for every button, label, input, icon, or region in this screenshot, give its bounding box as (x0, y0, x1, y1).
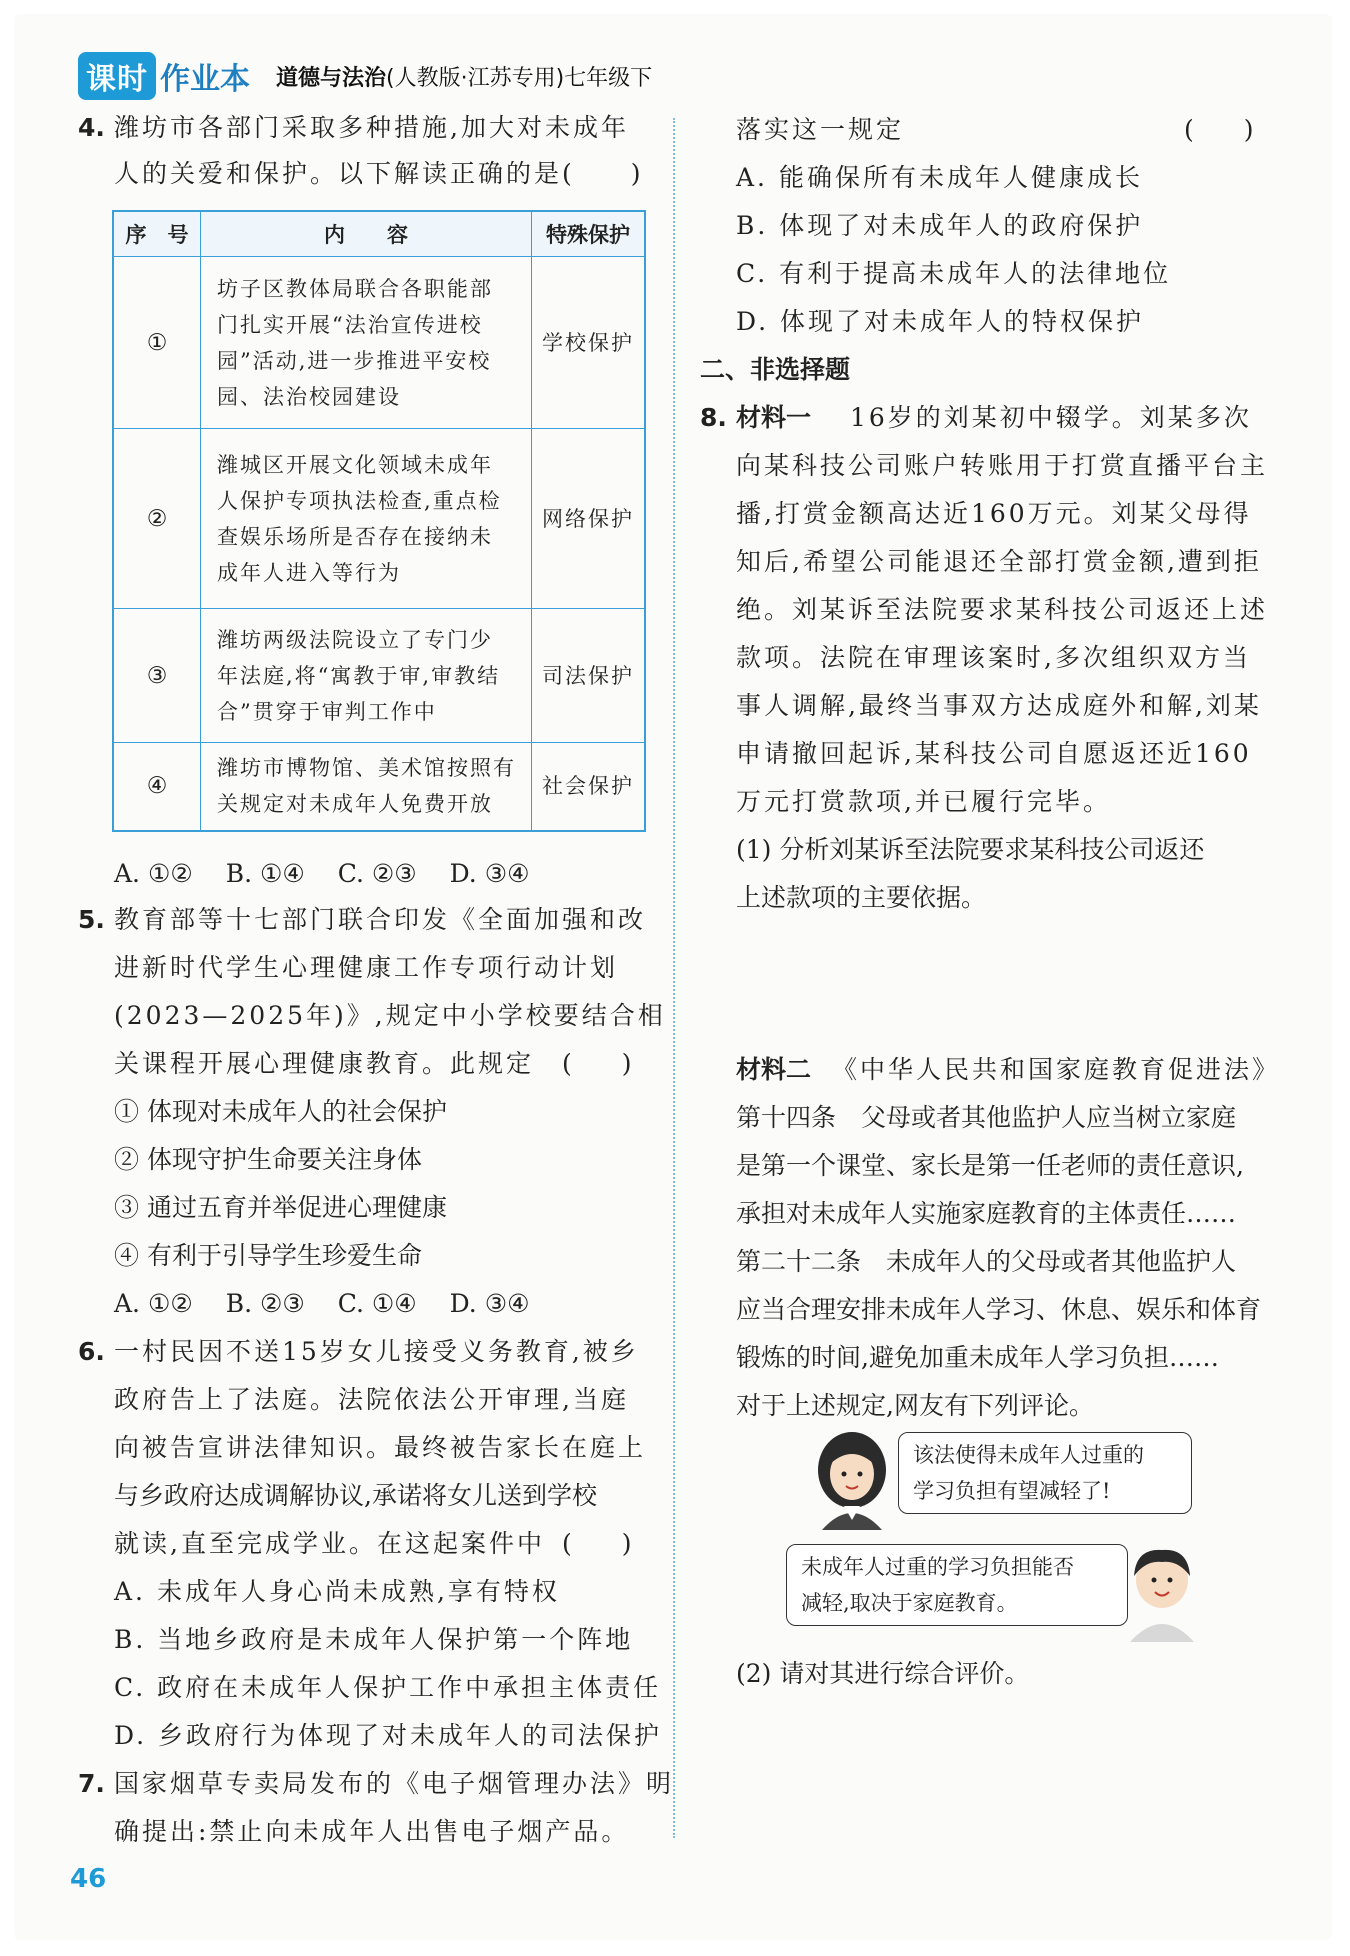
page-number: 46 (70, 1864, 107, 1894)
header (78, 54, 652, 98)
table-header-cell: 特殊保护 (532, 211, 646, 257)
q8-material2-line: 应当合理安排未成年人学习、休息、娱乐和体育 (736, 1295, 1262, 1324)
q5-item: ③ 通过五育并举促进心理健康 (114, 1193, 447, 1222)
q8-material2-line: 对于上述规定,网友有下列评论。 (736, 1391, 1094, 1420)
q8-material2-line: 承担对未成年人实施家庭教育的主体责任…… (736, 1199, 1237, 1228)
q6-stem-line: 政府告上了法庭。法院依法公开审理,当庭 (114, 1385, 629, 1414)
q6-option: D. 乡政府行为体现了对未成年人的司法保护 (114, 1721, 663, 1750)
subject-title: 道德与法治 (276, 65, 387, 91)
q5-stem-line: (2023—2025年)》,规定中小学校要结合相 (114, 1001, 666, 1030)
q6-stem-line: 一村民因不送15岁女儿接受义务教育,被乡 (114, 1337, 639, 1366)
table-cell-category: 社会保护 (532, 743, 646, 831)
q6-option: B. 当地乡政府是未成年人保护第一个阵地 (114, 1625, 634, 1654)
table-cell-num: ④ (113, 743, 201, 831)
q8-material2-line: 第二十二条 未成年人的父母或者其他监护人 (736, 1247, 1237, 1276)
q7-stem-line: 国家烟草专卖局发布的《电子烟管理办法》明 (114, 1769, 675, 1798)
brand-logo-suffix: 作业本 (160, 62, 250, 97)
q8-material1-line: 播,打赏金额高达近160万元。刘某父母得 (736, 499, 1252, 528)
q5-answer-paren: ( ) (562, 1049, 632, 1078)
column-divider (673, 118, 675, 1838)
q8-material2-line: 锻炼的时间,避免加重未成年人学习负担…… (736, 1343, 1219, 1372)
q8-material1-line: 万元打赏款项,并已履行完毕。 (736, 787, 1111, 816)
table-row (113, 429, 645, 609)
brand-logo: 课时 (78, 52, 156, 100)
q8-material2-line: 第十四条 父母或者其他监护人应当树立家庭 (736, 1103, 1237, 1132)
q8-material2-line: 是第一个课堂、家长是第一任老师的责任意识, (736, 1151, 1244, 1180)
q7-answer-paren: ( ) (1184, 115, 1254, 144)
q7-stem-line: 确提出:禁止向未成年人出售电子烟产品。 (114, 1817, 630, 1846)
table-cell-content: 坊子区教体局联合各职能部 门扎实开展“法治宣传进校 园”活动,进一步推进平安校 园、法治校园建设 (201, 257, 532, 429)
q8-material1-line: 申请撤回起诉,某科技公司自愿返还近160 (736, 739, 1252, 768)
q7-stem-line: 落实这一规定 (736, 115, 905, 144)
q6-number: 6. (78, 1337, 105, 1366)
q5-item: ② 体现守护生命要关注身体 (114, 1145, 422, 1174)
q7-number: 7. (78, 1769, 105, 1798)
table-header-cell: 序 号 (113, 211, 201, 257)
q5-options: A. ①② B. ②③ C. ①④ D. ③④ (114, 1289, 530, 1318)
q7-option: B. 体现了对未成年人的政府保护 (736, 211, 1144, 240)
q5-item: ① 体现对未成年人的社会保护 (114, 1097, 447, 1126)
table-cell-content: 潍城区开展文化领域未成年 人保护专项执法检查,重点检 查娱乐场所是否存在接纳未 成年人进入等行为 (201, 429, 532, 609)
q5-item: ④ 有利于引导学生珍爱生命 (114, 1241, 422, 1270)
q8-subquestion-1: 上述款项的主要依据。 (736, 883, 987, 912)
q6-option: A. 未成年人身心尚未成熟,享有特权 (114, 1577, 560, 1606)
table-header-cell: 内 容 (201, 211, 532, 257)
section-title: 二、非选择题 (700, 355, 851, 384)
q4-number: 4. (78, 113, 105, 142)
q5-number: 5. (78, 905, 105, 934)
q7-option: C. 有利于提高未成年人的法律地位 (736, 259, 1172, 288)
q8-material2-line: 《中华人民共和国家庭教育促进法》 (832, 1055, 1281, 1084)
q6-stem-line: 与乡政府达成调解协议,承诺将女儿送到学校 (114, 1481, 597, 1510)
q6-stem-line: 向被告宣讲法律知识。最终被告家长在庭上 (114, 1433, 647, 1462)
table-header-row (113, 211, 645, 257)
q4-table (112, 210, 646, 832)
q5-stem-line: 关课程开展心理健康教育。此规定 (114, 1049, 535, 1078)
comment-bubble-1: 该法使得未成年人过重的 学习负担有望减轻了! (898, 1432, 1192, 1514)
q7-option: D. 体现了对未成年人的特权保护 (736, 307, 1145, 336)
q6-answer-paren: ( ) (562, 1529, 632, 1558)
q6-option: C. 政府在未成年人保护工作中承担主体责任 (114, 1673, 662, 1702)
q8-material2-label: 材料二 (736, 1055, 812, 1084)
q5-stem-line: 进新时代学生心理健康工作专项行动计划 (114, 953, 619, 982)
table-cell-content: 潍坊两级法院设立了专门少 年法庭,将“寓教于审,审教结 合”贯穿于审判工作中 (201, 609, 532, 743)
q8-subquestion-1: (1) 分析刘某诉至法院要求某科技公司返还 (736, 835, 1205, 864)
table-cell-category: 司法保护 (532, 609, 646, 743)
q8-material1-line: 事人调解,最终当事双方达成庭外和解,刘某 (736, 691, 1262, 720)
q8-material1-line: 款项。法院在审理该案时,多次组织双方当 (736, 643, 1251, 672)
table-cell-category: 学校保护 (532, 257, 646, 429)
q8-material1-line: 知后,希望公司能退还全部打赏金额,遭到拒 (736, 547, 1262, 576)
comment-bubble-2: 未成年人过重的学习负担能否 减轻,取决于家庭教育。 (786, 1544, 1128, 1626)
q8-material1-line: 绝。刘某诉至法院要求某科技公司返还上述 (736, 595, 1269, 624)
q8-material1-line: 向某科技公司账户转账用于打赏直播平台主 (736, 451, 1269, 480)
q6-stem-line: 就读,直至完成学业。在这起案件中 (114, 1529, 545, 1558)
q7-option: A. 能确保所有未成年人健康成长 (736, 163, 1143, 192)
q8-material1-label: 材料一 (736, 403, 812, 432)
table-cell-num: ③ (113, 609, 201, 743)
table-row (113, 609, 645, 743)
q4-options: A. ①② B. ①④ C. ②③ D. ③④ (114, 859, 530, 888)
table-row (113, 743, 645, 831)
table-row (113, 257, 645, 429)
edition-label: (人教版·江苏专用)七年级下 (386, 65, 653, 91)
q4-stem-line: 潍坊市各部门采取多种措施,加大对未成年 (114, 113, 629, 142)
q5-stem-line: 教育部等十七部门联合印发《全面加强和改 (114, 905, 647, 934)
table-cell-num: ① (113, 257, 201, 429)
q8-material1-line: 16岁的刘某初中辍学。刘某多次 (850, 403, 1252, 432)
girl-avatar-icon (808, 1430, 896, 1530)
table-cell-category: 网络保护 (532, 429, 646, 609)
q8-subquestion-2: (2) 请对其进行综合评价。 (736, 1659, 1030, 1688)
table-cell-num: ② (113, 429, 201, 609)
table-cell-content: 潍坊市博物馆、美术馆按照有 关规定对未成年人免费开放 (201, 743, 532, 831)
q4-stem-line: 人的关爱和保护。以下解读正确的是( ) (114, 159, 644, 188)
q8-number: 8. (700, 403, 727, 432)
boy-avatar-icon (1118, 1542, 1206, 1642)
